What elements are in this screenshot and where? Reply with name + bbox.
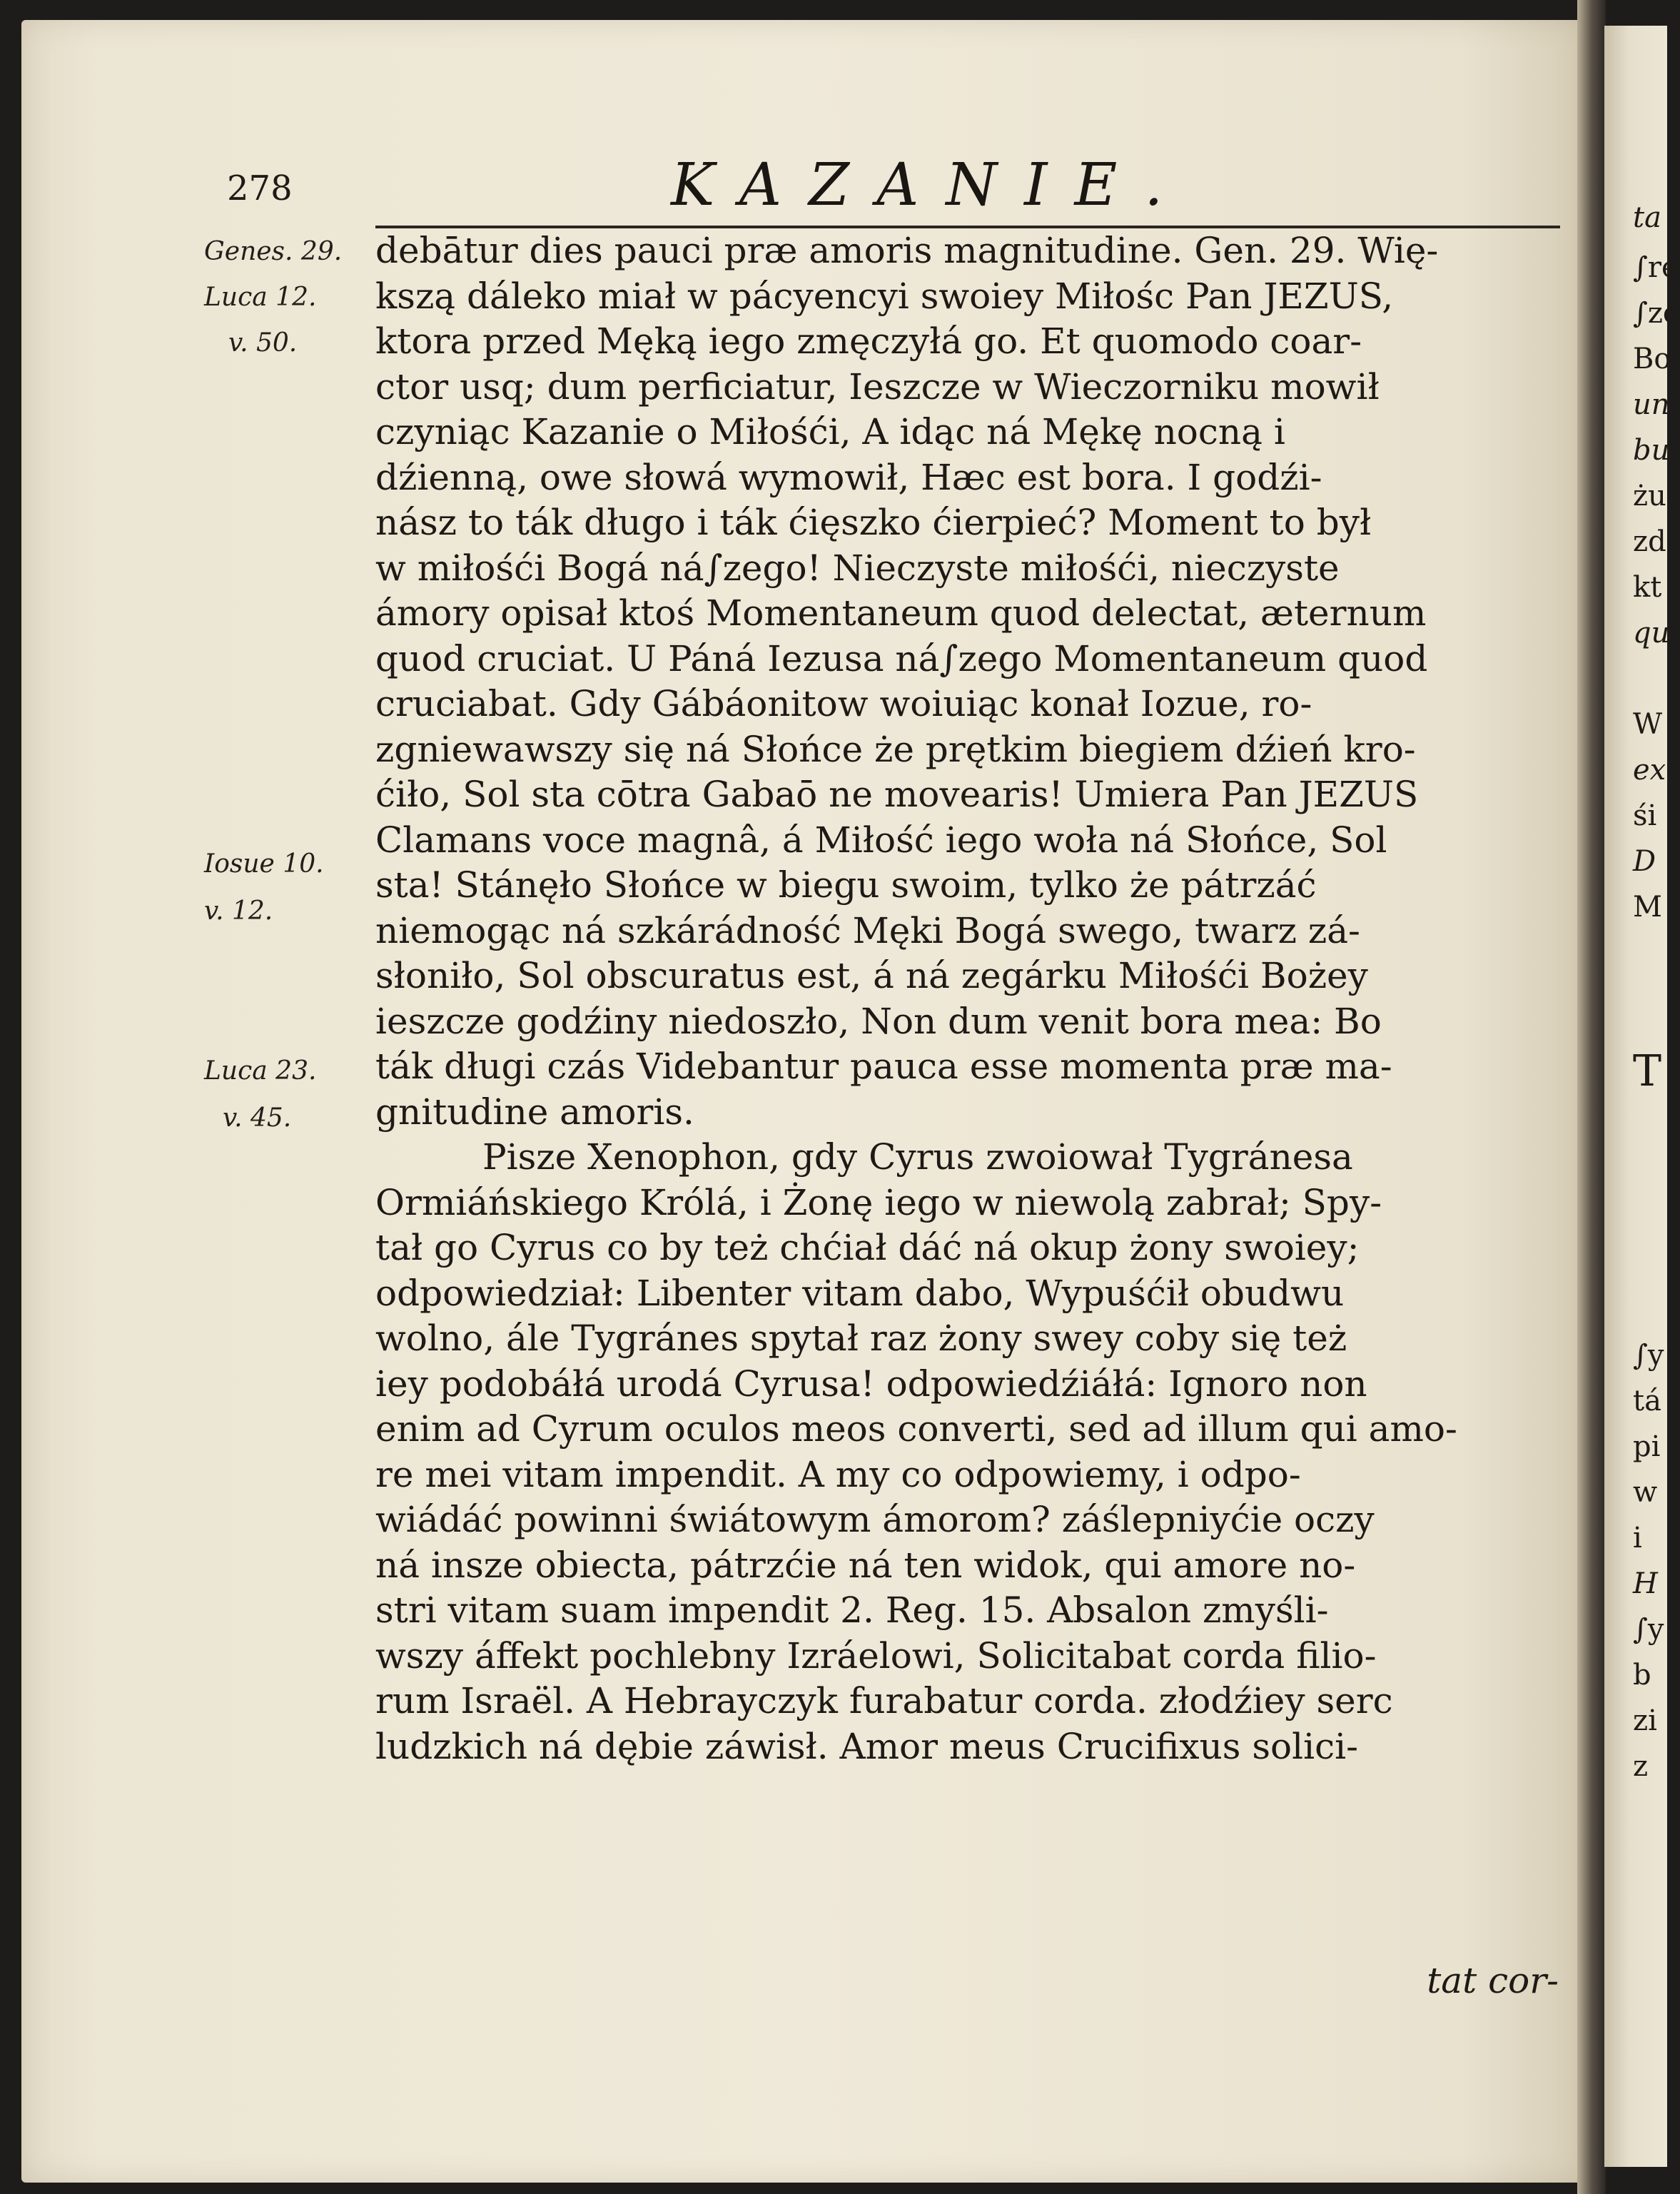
text-line: kszą dáleko miał w pácyencyi swoiey Miłośc Pan JEZUS, xyxy=(375,275,1394,317)
text-line: czyniąc Kazanie o Miłośći, A idąc ná Mękę nocną i xyxy=(375,411,1285,453)
book-page xyxy=(21,20,1584,2183)
text-line: enim ad Cyrum oculos meos converti, sed ad illum qui amo- xyxy=(375,1408,1457,1450)
text-line: ktora przed Męką iego zmęczyłá go. Et quomodo coar- xyxy=(375,320,1362,362)
facing-page-fragment: Bo xyxy=(1633,343,1671,375)
facing-page-fragment: pi xyxy=(1633,1430,1661,1463)
text-line: zgniewawszy się ná Słońce że prętkim biegiem dźień kro- xyxy=(375,728,1416,770)
running-title: KAZANIE. xyxy=(671,151,1190,219)
text-line: wolno, ále Tygránes spytał raz żony swey coby się też xyxy=(375,1318,1347,1359)
facing-page-fragment: ex xyxy=(1633,754,1666,787)
facing-page-fragment: ∫y xyxy=(1633,1339,1664,1372)
facing-page-fragment: un xyxy=(1633,388,1670,421)
facing-page-fragment: ta xyxy=(1633,201,1661,234)
facing-page-fragment: kt xyxy=(1633,571,1662,604)
facing-page-fragment: qu xyxy=(1633,617,1670,649)
paragraph-first-line: Pisze Xenophon, gdy Cyrus zwoiował Tygránesa xyxy=(482,1136,1353,1178)
facing-page-fragment: ∫re xyxy=(1633,251,1679,284)
body-text xyxy=(375,228,1560,1769)
margin-note: Genes. 29. xyxy=(204,237,343,266)
text-line: stri vitam suam impendit 2. Reg. 15. Absalon zmyśli- xyxy=(375,1589,1329,1631)
margin-note: Luca 12. xyxy=(204,283,317,312)
text-line: ámory opisał ktoś Momentaneum quod delectat, æternum xyxy=(375,592,1427,634)
facing-page-fragment: D xyxy=(1633,845,1656,878)
text-line: ná insze obiecta, pátrzćie ná ten widok, qui amore no- xyxy=(375,1544,1356,1586)
text-line: Clamans voce magnâ, á Miłość iego woła ná Słońce, Sol xyxy=(375,819,1387,861)
facing-page-fragment: w xyxy=(1633,1476,1658,1509)
text-line: niemogąc ná szkárádność Męki Bogá swego, twarz zá- xyxy=(375,909,1360,951)
text-line: tał go Cyrus co by też chćiał dáć ná okup żony swoiey; xyxy=(375,1227,1360,1268)
facing-page-fragment: i xyxy=(1633,1522,1642,1554)
text-line: odpowiedział: Libenter vitam dabo, Wypuśćił obudwu xyxy=(375,1272,1345,1314)
text-line: ctor usq; dum perficiatur, Ieszcze w Wieczorniku mowił xyxy=(375,365,1380,408)
facing-page-fragment: zi xyxy=(1633,1704,1657,1737)
text-line: ták długi czás Videbantur pauca esse momenta præ ma- xyxy=(375,1046,1392,1087)
facing-page-fragment: T xyxy=(1633,1046,1662,1096)
facing-page-fragment: śi xyxy=(1633,799,1657,832)
text-line: cruciabat. Gdy Gábáonitow woiuiąc konał Iozue, ro- xyxy=(375,683,1312,724)
text-line: ieszcze godźiny niedoszło, Non dum venit bora mea: Bo xyxy=(375,1000,1382,1042)
book-gutter xyxy=(1577,0,1606,2194)
text-line: quod cruciat. U Páná Iezusa ná∫zego Momentaneum quod xyxy=(375,637,1428,679)
text-line: ćiło, Sol sta cōtra Gabaō ne movearis! Umiera Pan JEZUS xyxy=(375,774,1419,815)
facing-page-fragment: zd xyxy=(1633,525,1666,558)
facing-page-fragment: H xyxy=(1633,1567,1658,1600)
text-line: ludzkich ná dębie záwisł. Amor meus Crucifixus solici- xyxy=(375,1725,1358,1767)
facing-page-edge xyxy=(1604,26,1680,2167)
text-line: rum Israël. A Hebrayczyk furabatur corda. złodźiey serc xyxy=(375,1680,1393,1722)
page-number: 278 xyxy=(227,168,293,208)
catchword: tat cor- xyxy=(1427,1960,1559,2001)
text-line: w miłośći Bogá ná∫zego! Nieczyste miłośći, nieczyste xyxy=(375,547,1340,589)
margin-note: v. 50. xyxy=(228,328,298,358)
text-line: sta! Stánęło Słońce w biegu swoim, tylko że pátrzáć xyxy=(375,864,1317,906)
facing-page-fragment: ∫y xyxy=(1633,1613,1664,1646)
text-line: wiádáć powinni świátowym ámorom? záślepniyćie oczy xyxy=(375,1499,1375,1540)
text-line: Ormiáńskiego Królá, i Żonę iego w niewolą zabrał; Spy- xyxy=(375,1181,1382,1223)
margin-note: Iosue 10. xyxy=(204,849,324,879)
facing-page-fragment: W xyxy=(1633,708,1663,741)
facing-page-fragment: M xyxy=(1633,891,1662,924)
margin-note: Luca 23. xyxy=(204,1056,317,1086)
facing-page-fragment: z xyxy=(1633,1750,1649,1783)
text-line: nász to ták długo i ták ćięszko ćierpieć? Moment to był xyxy=(375,502,1372,543)
facing-page-fragment: żu xyxy=(1633,480,1666,512)
text-line: debātur dies pauci præ amoris magnitudine. Gen. 29. Wię- xyxy=(375,230,1439,271)
facing-page-fragment: bu xyxy=(1633,434,1670,467)
margin-note: v. 45. xyxy=(223,1103,292,1133)
facing-page-fragment: tá xyxy=(1633,1385,1661,1417)
text-line: iey podobáłá urodá Cyrusa! odpowiedźiáłá: Ignoro non xyxy=(375,1363,1367,1405)
margin-note: v. 12. xyxy=(204,896,273,926)
facing-page-fragment: b xyxy=(1633,1659,1651,1692)
text-line: wszy áffekt pochlebny Izráelowi, Solicitabat corda filio- xyxy=(375,1634,1377,1677)
text-line: gnitudine amoris. xyxy=(375,1091,694,1133)
text-line: słoniło, Sol obscuratus est, á ná zegárku Miłośći Bożey xyxy=(375,955,1368,996)
facing-page-fragment: ∫ze xyxy=(1633,297,1680,330)
text-line: re mei vitam impendit. A my co odpowiemy, i odpo- xyxy=(375,1453,1301,1495)
text-line: dźienną, owe słowá wymowił, Hæc est bora. I godźi- xyxy=(375,456,1322,498)
